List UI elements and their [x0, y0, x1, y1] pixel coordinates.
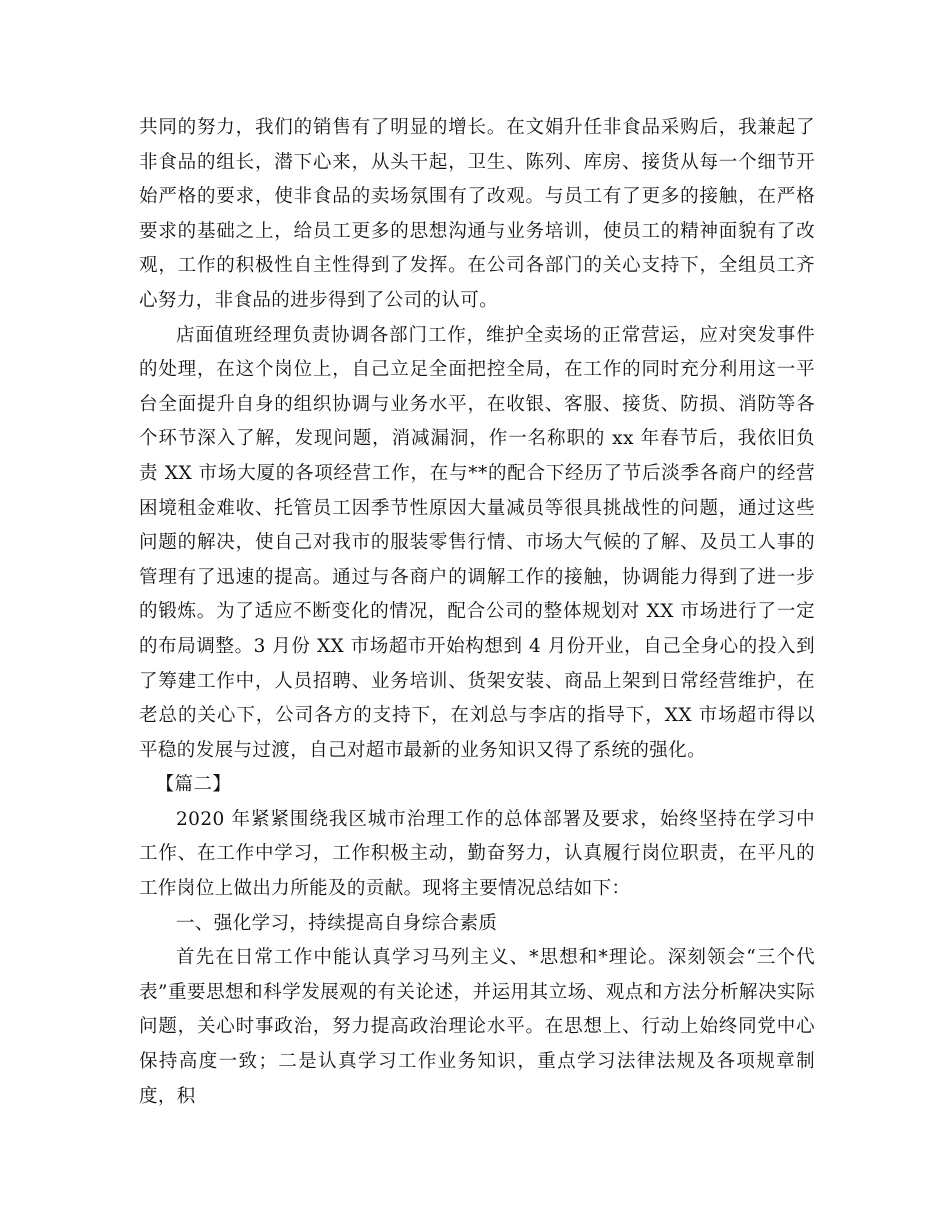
paragraph-duty-manager: 店面值班经理负责协调各部门工作，维护全卖场的正常营运，应对突发事件的处理，在这个岗位上，自己立足全面把控全局，在工作的同时充分利用这一平台全面提升自身的组织协调与业务水平，在收银、客服、接货、防损、消防等各个环节深入了解，发现问题，消减漏洞，作一名称职的 xx 年春节后，我依旧负责 XX 市场大厦的各项经营工作，在与**的配合下经历了节后淡季各商户的经营困境租金难收、托管员工因季节性原因大量减员等很具挑战性的问题，通过这些问题的解决，使自己对我市的服装零售行情、市场大气候的了解、及员工人事的管理有了迅速的提高。通过与各商户的调解工作的接触，协调能力得到了进一步的锻炼。为了适应不断变化的情况，配合公司的整体规划对 XX 市场进行了一定的布局调整。3 月份 XX 市场超市开始构想到 4 月份开业，自己全身心的投入到了筹建工作中，人员招聘、业务培训、货架安装、商品上架到日常经营维护，在老总的关心下，公司各方的支持下，在刘总与李店的指导下，XX 市场超市得以平稳的发展与过渡，自己对超市最新的业务知识又得了系统的强化。	[139, 324, 815, 761]
section-heading-part-two: 【篇二】	[155, 774, 232, 796]
paragraph-sales-growth: 共同的努力，我们的销售有了明显的增长。在文娟升任非食品采购后，我兼起了非食品的组长，潜下心来，从头干起，卫生、陈列、库房、接货从每一个细节开始严格的要求，使非食品的卖场氛围有了改观。与员工有了更多的接触，在严格要求的基础之上，给员工更多的思想沟通与业务培训，使员工的精神面貌有了改观，工作的积极性自主性得到了发挥。在公司各部门的关心支持下，全组员工齐心努力，非食品的进步得到了公司的认可。	[139, 117, 815, 311]
subheading-strengthen-learning: 一、强化学习，持续提高自身综合素质	[176, 912, 498, 934]
paragraph-theory-study: 首先在日常工作中能认真学习马列主义、*思想和*理论。深刻领会“三个代表”重要思想和科学发展观的有关论述，并运用其立场、观点和方法分析解决实际问题，关心时事政治，努力提高政治理论水平。在思想上、行动上始终同党中心保持高度一致；二是认真学习工作业务知识，重点学习法律法规及各项规章制度，积	[139, 947, 815, 1107]
document-body	[139, 111, 815, 1114]
paragraph-2020-summary: 2020 年紧紧围绕我区城市治理工作的总体部署及要求，始终坚持在学习中工作、在工作中学习，工作积极主动，勤奋努力，认真履行岗位职责，在平凡的工作岗位上做出力所能及的贡献。现将主要情况总结如下：	[139, 808, 815, 900]
